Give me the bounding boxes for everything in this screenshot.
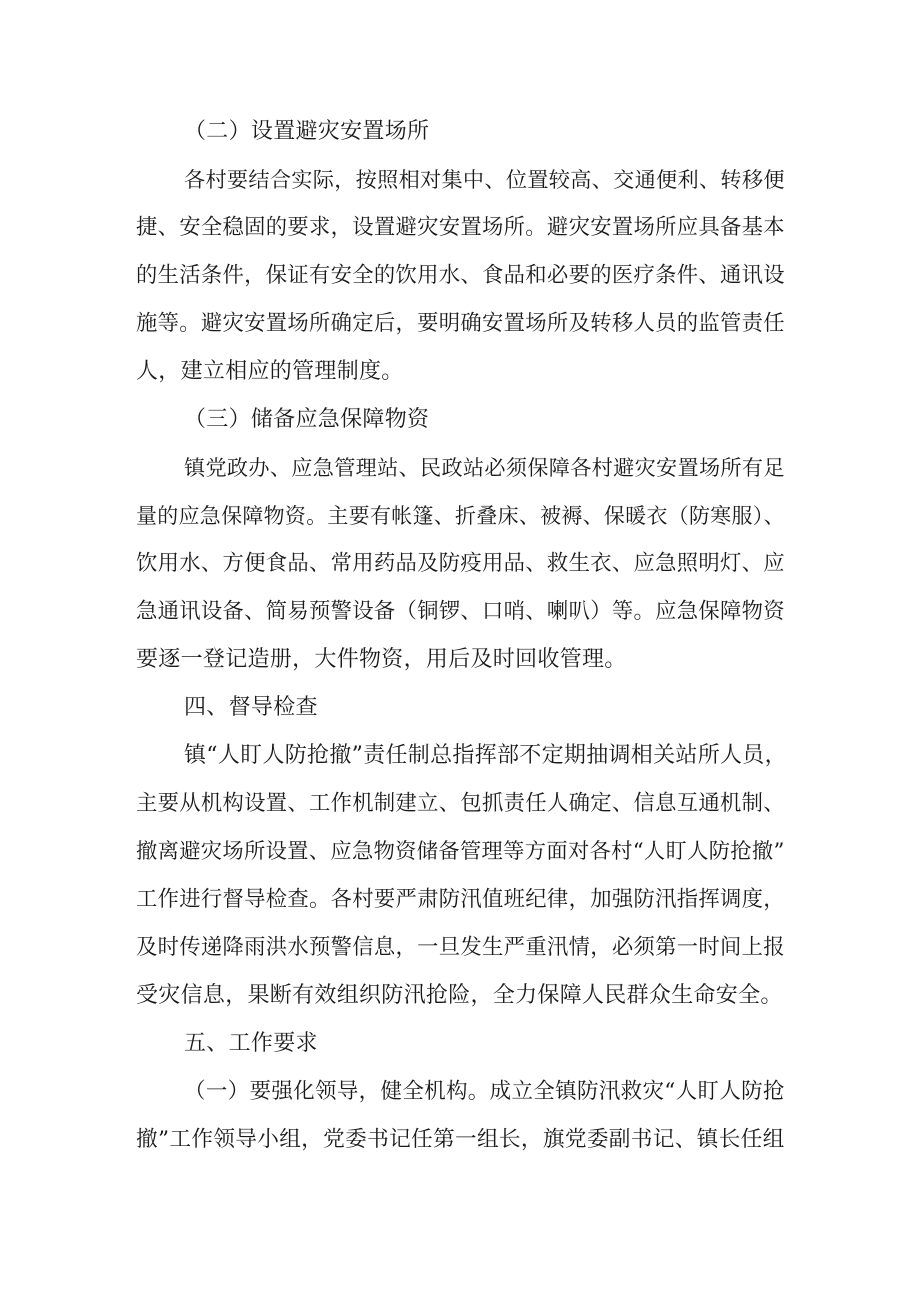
paragraph-line: 撤”工作领导小组，党委书记任第一组长，旗党委副书记、镇长任组 (136, 1127, 785, 1152)
paragraph-line: 受灾信息，果断有效组织防汛抢险，全力保障人民群众生命安全。 (136, 983, 783, 1008)
section-heading: （三）储备应急保障物资 (184, 407, 430, 432)
paragraph-line: 镇“人盯人防抢撤”责任制总指挥部不定期抽调相关站所人员， (184, 743, 787, 768)
paragraph-line: 工作进行督导检查。各村要严肃防汛值班纪律，加强防汛指挥调度， (136, 887, 785, 912)
paragraph-line: 要逐一登记造册，大件物资，用后及时回收管理。 (136, 647, 627, 672)
paragraph-line: 急通讯设备、简易预警设备（铜锣、口哨、喇叭）等。应急保障物资 (136, 599, 785, 624)
paragraph-line: 各村要结合实际，按照相对集中、位置较高、交通便利、转移便 (184, 167, 785, 192)
paragraph-line: 主要从机构设置、工作机制建立、包抓责任人确定、信息互通机制、 (136, 791, 785, 816)
paragraph-line: 撤离避灾场所设置、应急物资储备管理等方面对各村“人盯人防抢撤” (136, 839, 785, 864)
document-body (136, 108, 788, 1164)
paragraph-line: 捷、安全稳固的要求，设置避灾安置场所。避灾安置场所应具备基本 (136, 215, 785, 240)
paragraph-line: 的生活条件，保证有安全的饮用水、食品和必要的医疗条件、通讯设 (136, 263, 785, 288)
section-heading: （二）设置避灾安置场所 (184, 119, 430, 144)
paragraph-line: 人，建立相应的管理制度。 (136, 359, 404, 384)
paragraph-line: 施等。避灾安置场所确定后，要明确安置场所及转移人员的监管责任 (136, 311, 785, 336)
section-heading: 四、督导检查 (184, 695, 318, 720)
paragraph-line: （一）要强化领导，健全机构。成立全镇防汛救灾“人盯人防抢 (184, 1079, 785, 1104)
paragraph-line: 及时传递降雨洪水预警信息，一旦发生严重汛情，必须第一时间上报 (136, 935, 785, 960)
paragraph-line: 饮用水、方便食品、常用药品及防疫用品、救生衣、应急照明灯、应 (136, 551, 785, 576)
section-heading: 五、工作要求 (184, 1031, 318, 1056)
paragraph-line: 量的应急保障物资。主要有帐篷、折叠床、被褥、保暖衣（防寒服）、 (136, 504, 785, 528)
paragraph-line: 镇党政办、应急管理站、民政站必须保障各村避灾安置场所有足 (184, 455, 785, 480)
